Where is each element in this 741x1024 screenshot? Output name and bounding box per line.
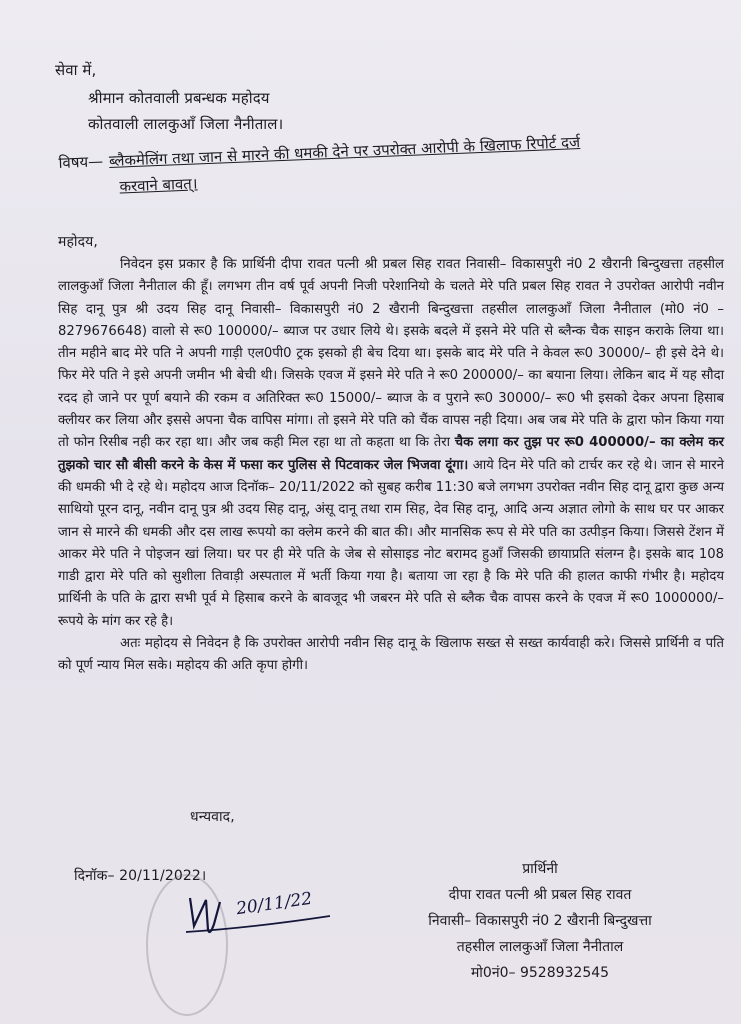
- applicant-name: दीपा रावत पत्नी श्री प्रबल सिह रावत: [448, 887, 632, 903]
- applicant-block: [370, 856, 710, 986]
- subject-label: विषय—: [58, 152, 104, 172]
- applicant-mobile: मो0नं0– 9528932545: [470, 965, 610, 981]
- greeting: महोदय,: [58, 234, 98, 250]
- subject: [58, 124, 700, 202]
- salutation: सेवा में,: [55, 61, 97, 79]
- applicant-address-2: तहसील लालकुआँ जिला नैनीताल: [456, 939, 624, 955]
- subject-line-1: ब्लैकमेलिंग तथा जान से मारने की धमकी देने पर उपरोक्त आरोपी के खिलाफ रिपोर्ट दर्ज: [108, 133, 581, 170]
- recipient-line-1: श्रीमान कोतवाली प्रबन्धक महोदय: [88, 89, 270, 107]
- subject-line-2: करवाने बावत्।: [119, 174, 198, 196]
- signature: [180, 880, 340, 940]
- paragraph-1: [58, 254, 724, 633]
- closing: धन्यवाद,: [190, 809, 235, 825]
- letter-date: दिनॉक– 20/11/2022।: [74, 868, 207, 884]
- paragraph-1-text-b: आये दिन मेरे पति को टार्चर कर रहे थे। जान से मारने की धमकी भी दे रहे थे। महोदय आज दिनॉक– 20/11/2022 को सुबह करीब 11:30 बजे लगभग उपरोक्त नवीन सिह दानू द्वारा कुछ अन्य साथियो पूरन दानू, नवीन दानू पुत्र श्री उदय सिह दानू, अंसू दानू तथा राम सिह, देव सिह दानू, आदि अन्य अज्ञात लोगो के साथ घर पर आकर जान से मारने की धमकी और दस लाख रूपयो का क्लेम करने की बात की। और मानसिक रूप से मेरे पति का उत्पीड़न किया। जिससे टेंशन में आकर मेरे पति ने पोइजन खां लिया। घर पर ही मेरे पति के जेब से सोसाइड नोट बरामद हुआँ जिसकी छायाप्रति संलग्न है। इसके बाद 108 गाडी द्वारा मेरे पति को सुशीला तिवाड़ी अस्पताल में भर्ती किया गया है। बताया जा रहा है कि मेरे पति की हालत काफी गंभीर है। महोदय प्रार्थिनी के पति के द्वारा सभी पूर्व मे हिसाब करने के बावजूद भी जबरन मेरे पति से ब्लैक चैक वापस करने के एवज में रू0 1000000/– रूपये के मांग कर रहे है।: [58, 457, 724, 629]
- signature-date: 20/11/22: [234, 888, 314, 920]
- paragraph-2: अतः महोदय से निवेदन है कि उपरोक्त आरोपी नवीन सिह दानू के खिलाफ सख्त से सख्त कार्यवाही करे। जिससे प्रार्थिनी व पति को पूर्ण न्याय मिल सके। महोदय की अति कृपा होगी।: [58, 636, 724, 674]
- paragraph-1-text-a: निवेदन इस प्रकार है कि प्रार्थिनी दीपा रावत पत्नी श्री प्रबल सिह रावत निवासी– विकासपुरी नं0 2 खैरानी बिन्दुखत्ता तहसील लालकुआँ जिला नैनीताल की हूँ। लगभग तीन वर्ष पूर्व अपनी निजी परेशानियो के चलते मेरे पति प्रबल सिह रावत ने उपरोक्त आरोपी नवीन सिह दानू पुत्र श्री उदय सिह दानू निवासी– विकासपुरी नं0 2 खैरानी बिन्दुखत्ता तहसील लालकुआँ जिला नैनीताल (मो0 नं0 – 8279676648) वालो से रू0 100000/– ब्याज पर उधार लिये थे। इसके बदले में इसने मेरे पति से ब्लैन्क चैक साइन कराके लिया था। तीन महीने बाद मेरे पति ने अपनी गाड़ी एल0पी0 ट्रक इसको ही बेच दिया था। इसके बाद मेरे पति ने केवल रू0 30000/– ही इसे देने थे। फिर मेरे पति ने इसे अपनी जमीन भी बेची थी। जिसके एवज में इसने मेरे पति ने रू0 200000/– का बयाना लिया। लेकिन बाद में यह सौदा रदद हो जाने पर पूर्ण बयाने की रकम व अतिरिक्त रू0 15000/– ब्याज के व पुराने रू0 30000/– रू0 भी इसको देकर अपना हिसाब क्लीयर कर लिया और इससे अपना चैक वापिस मांगा। तो इसने मेरे पति को चैंक वापस नही दिया। अब जब मेरे पति के द्वारा फोन किया गया तो फोन रिसीब नही कर रहा था। और जब कही मिल रहा था तो कहता था कि तेरा: [58, 257, 724, 451]
- paragraph-1-threat-text: चैक लगा कर तुझ पर रू0 400000/– का क्लेम कर तुझको चार सौ बीसी करने के केस में फसा कर पुलिस से पिटवाकर जेल भिजवा दूंगा।: [58, 435, 724, 473]
- letter-body: [58, 254, 724, 678]
- applicant-label: प्रार्थिनी: [522, 861, 558, 877]
- recipient-line-2: कोतवाली लालकुआँ जिला नैनीताल।: [88, 115, 284, 133]
- applicant-address-1: निवासी– विकासपुरी नं0 2 खैरानी बिन्दुखत्ता: [428, 913, 652, 929]
